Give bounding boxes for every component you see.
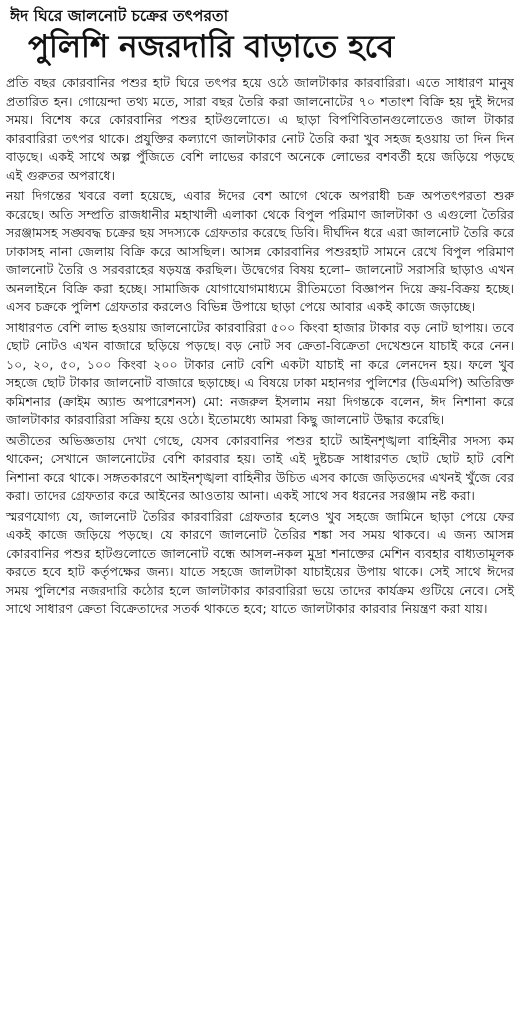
article-headline: পুলিশি নজরদারি বাড়াতে হবে bbox=[28, 29, 395, 65]
article-paragraph: সাধারণত বেশি লাভ হওয়ায় জালনোটের কারবারিরা ৫০০ কিংবা হাজার টাকার বড় নোট ছাপায়। তবে ছোট নোটও এখন বাজারে ছড়িয়ে পড়ছে। বড় নোট সব ক্রেতা-বিক্রেতা দেখেশুনে যাচাই করে নেন। ১০, ২০, ৫০, ১০০ কিংবা ২০০ টাকার নোট বেশি একটা যাচাই না করে লেনদেন হয়। ফলে খুব সহজে ছোট টাকার জালনোট বাজারে ছড়াচ্ছে। এ বিষয়ে ঢাকা মহানগর পুলিশের (ডিএমপি) অতিরিক্ত কমিশনার (ক্রাইম অ্যান্ড অপারেশনস) মো: নজরুল ইসলাম নয়া দিগন্তকে বলেন, ঈদ নিশানা করে জালটাকার কারবারিরা সক্রিয় হয়ে ওঠে। ইতোমধ্যে আমরা কিছু জালনোট উদ্ধার করেছি। bbox=[6, 319, 514, 427]
article-paragraph: স্মরণযোগ্য যে, জালনোট তৈরির কারবারিরা গ্রেফতার হলেও খুব সহজে জামিনে ছাড়া পেয়ে ফের একই কাজে জড়িয়ে পড়ছে। যে কারণে জালনোট তৈরির শঙ্কা সব সময় থাকবে। এ জন্য আসন্ন কোরবানির পশুর হাটগুলোতে জালনোট বন্ধে আসল-নকল মুদ্রা শনাক্তের মেশিন ব্যবহার বাধ্যতামূলক করতে হবে হাট কর্তৃপক্ষের জন্য। যাতে সহজে জালটাকা যাচাইয়ের উপায় থাকে। সেই সাথে ঈদের সময় পুলিশের নজরদারি কঠোর হলে জালটাকার কারবারিরা ভয়ে তাদের কার্যক্রম গুটিয়ে নেবে। সেই সাথে সাধারণ ক্রেতা বিক্রেতাদের সতর্ক থাকতে হবে; যাতে জালটাকার কারবার নিয়ন্ত্রণ করা যায়। bbox=[6, 508, 514, 616]
article-paragraph: প্রতি বছর কোরবানির পশুর হাট ঘিরে তৎপর হয়ে ওঠে জালটাকার কারবারিরা। এতে সাধারণ মানুষ প্রতারিত হন। গোয়েন্দা তথ্য মতে, সারা বছর তৈরি করা জালনোটের ৭০ শতাংশ বিক্রি হয় দুই ঈদের সময়। বিশেষ করে কোরবানির পশুর হাটগুলোতে। এ ছাড়া বিপণিবিতানগুলোতেও জাল টাকার কারবারিরা তৎপর থাকে। প্রযুক্তির কল্যাণে জালটাকার নোট তৈরি করা খুব সহজ হওয়ায় তা দিন দিন বাড়ছে। একই সাথে অল্প পুঁজিতে বেশি লাভের কারণে অনেকে লোভের বশবর্তী হয়ে জড়িয়ে পড়ছে এই গুরুতর অপরাধে। bbox=[6, 75, 514, 183]
article-kicker: ঈদ ঘিরে জালনোট চক্রের তৎপরতা bbox=[10, 7, 229, 25]
article-body bbox=[6, 74, 514, 619]
article-paragraph: অতীতের অভিজ্ঞতায় দেখা গেছে, যেসব কোরবানির পশুর হাটে আইনশৃঙ্খলা বাহিনীর সদস্য কম থাকেন; সেখানে জালনোটের বেশি কারবার হয়। তাই এই দুষ্টচক্র সাধারণত ছোট ছোট হাট বেশি নিশানা করে থাকে। সঙ্গতকারণে আইনশৃঙ্খলা বাহিনীর উচিত এসব কাজে জড়িতদের এখনই খুঁজে বের করা। তাদের গ্রেফতার করে আইনের আওতায় আনা। একই সাথে সব ধরনের সরঞ্জাম নষ্ট করা। bbox=[6, 432, 514, 503]
article-paragraph: নয়া দিগন্তের খবরে বলা হয়েছে, এবার ঈদের বেশ আগে থেকে অপরাধী চক্র অপতৎপরতা শুরু করেছে। অতি সম্প্রতি রাজধানীর মহাখালী এলাকা থেকে বিপুল পরিমাণ জালটাকা ও এগুলো তৈরির সরঞ্জামসহ সঙ্ঘবদ্ধ চক্রের ছয় সদস্যকে গ্রেফতার করেছে ডিবি। দীর্ঘদিন ধরে এরা জালনোট তৈরি করে ঢাকাসহ নানা জেলায় বিক্রি করে আসছিল। আসন্ন কোরবানির পশুরহাট সামনে রেখে বিপুল পরিমাণ জালনোট তৈরি ও সরবরাহের ষড়যন্ত্র করছিল। উদ্বেগের বিষয় হলো– জালনোট সরাসরি ছাড়াও এখন অনলাইনে বিক্রি করা হচ্ছে। সামাজিক যোগাযোগমাধ্যমে রীতিমতো বিজ্ঞাপন দিয়ে ক্রয়-বিক্রয় হচ্ছে। এসব চক্রকে পুলিশ গ্রেফতার করলেও বিভিন্ন উপায়ে ছাড়া পেয়ে আবার একই কাজে জড়াচ্ছে। bbox=[6, 188, 514, 314]
